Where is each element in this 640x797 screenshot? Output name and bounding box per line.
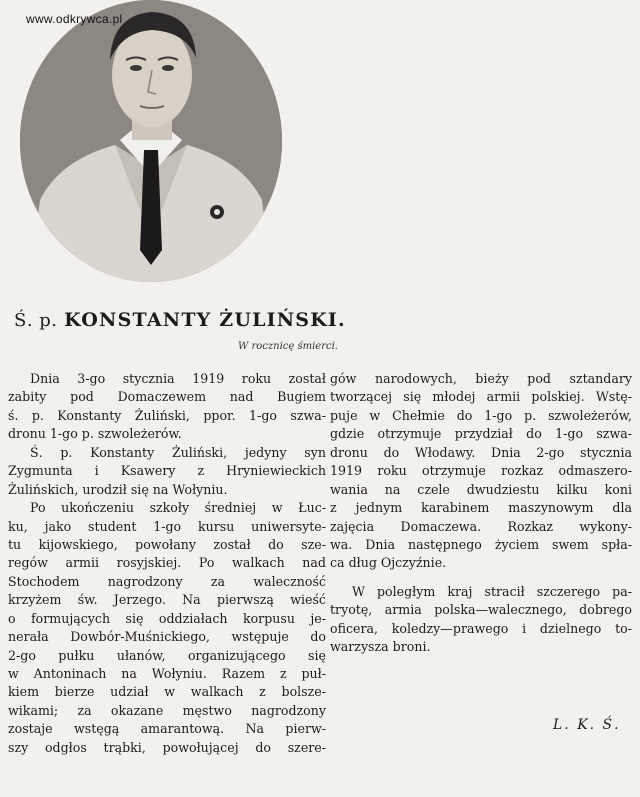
text-line: ś. p. Konstanty Żuliński, ppor. 1-go szwa- — [8, 407, 326, 423]
text-line: wikami; za okazane męstwo nagrodzony — [8, 702, 326, 718]
text-line: Dnia 3-go stycznia 1919 roku został — [30, 371, 326, 386]
text-line: Stochodem nagrodzony za waleczność — [8, 573, 326, 589]
text-line: dronu 1-go p. szwoleżerów. — [8, 426, 182, 442]
text-line: kiem bierze udział w walkach z bolsze- — [8, 684, 326, 700]
text-line: Zygmunta i Ksawery z Hryniewieckich — [8, 463, 326, 479]
article-title — [14, 309, 346, 331]
text-line: regów armii rosyjskiej. Po walkach nad — [8, 555, 326, 571]
text-line: Po ukończeniu szkoły średniej w Łuc- — [30, 500, 326, 516]
text-line: krzyżem św. Jerzego. Na pierwszą wieść — [8, 592, 326, 608]
text-line: zajęcia Domaczewa. Rozkaz wykony- — [330, 518, 632, 534]
text-line: tu kijowskiego, powołany został do sze- — [8, 536, 326, 552]
text-line: tryotę, armia polska—walecznego, dobrego — [330, 602, 632, 618]
text-line: warzysza broni. — [330, 639, 431, 655]
article-subtitle: W rocznicę śmierci. — [238, 341, 338, 352]
text-line: wa. Dnia następnego życiem swem spła- — [330, 536, 632, 552]
text-line: szy odgłos trąbki, powołującej do szere- — [8, 739, 326, 755]
text-line: o formujących się oddziałach korpusu je- — [8, 610, 326, 626]
text-line: ca dług Ojczyźnie. — [330, 555, 447, 571]
text-line: tworzącej się młodej armii polskiej. Wstę- — [330, 389, 632, 405]
text-column-right — [330, 370, 632, 657]
text-line: zabity pod Domaczewem nad Bugiem — [8, 389, 326, 405]
text-line: w Antoninach na Wołyniu. Razem z puł- — [8, 666, 326, 681]
text-line: wania na czele dwudziestu kilku koni — [330, 481, 632, 497]
author-signature: L. K. Ś. — [553, 717, 621, 733]
text-line: Żulińskich, urodził się na Wołyniu. — [8, 481, 228, 497]
text-line: ku, jako student 1-go kursu uniwersyte- — [8, 518, 326, 534]
portrait-photo — [20, 0, 282, 282]
title-prefix: Ś. p. — [14, 310, 58, 331]
watermark: www.odkrywca.pl — [26, 12, 123, 26]
text-line: puje w Chełmie do 1-go p. szwoleżerów, — [330, 407, 632, 423]
text-line: gdzie otrzymuje przydział do 1-go szwa- — [330, 426, 632, 442]
text-line: nerała Dowbór-Muśnickiego, wstępuje do — [8, 629, 326, 645]
portrait-image — [20, 0, 282, 282]
text-line: gów narodowych, bieży pod sztandary — [330, 371, 632, 386]
text-column-left — [8, 370, 326, 757]
text-line: W poległym kraj stracił szczerego pa- — [352, 583, 632, 599]
text-line: 1919 roku otrzymuje rozkaz odmaszero- — [330, 463, 632, 479]
paragraph-gap — [330, 573, 632, 583]
text-line: dronu do Włodawy. Dnia 2-go stycznia — [330, 444, 632, 460]
text-line: z jednym karabinem maszynowym dla — [330, 500, 632, 516]
title-name: KONSTANTY ŻULIŃSKI. — [64, 309, 346, 331]
text-line: zostaje wstęgą amarantową. Na pierw- — [8, 721, 326, 737]
text-line: Ś. p. Konstanty Żuliński, jedyny syn — [30, 444, 326, 460]
text-line: 2-go pułku ułanów, organizującego się — [8, 647, 326, 663]
text-line: oficera, koledzy—prawego i dzielnego to- — [330, 620, 632, 636]
